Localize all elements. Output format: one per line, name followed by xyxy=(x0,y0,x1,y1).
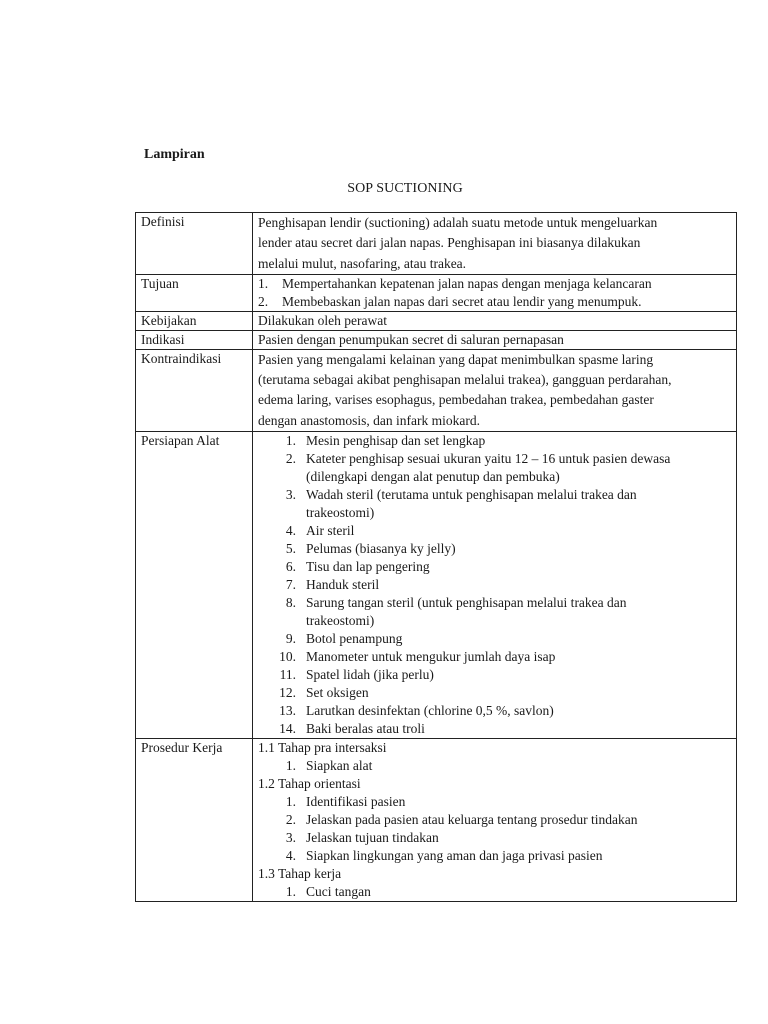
label-prosedur-kerja: Prosedur Kerja xyxy=(136,739,253,902)
label-tujuan: Tujuan xyxy=(136,274,253,311)
kontraindikasi-line: (terutama sebagai akibat penghisapan melalui trakea), gangguan perdarahan, xyxy=(258,372,672,388)
value-kebijakan: Dilakukan oleh perawat xyxy=(253,311,737,330)
list-item xyxy=(258,757,731,775)
value-tujuan xyxy=(253,274,737,311)
label-kebijakan: Kebijakan xyxy=(136,311,253,330)
row-tujuan xyxy=(136,274,737,311)
list-item xyxy=(258,829,731,847)
tujuan-list xyxy=(258,275,731,311)
label-indikasi: Indikasi xyxy=(136,330,253,349)
item-number: 4. xyxy=(285,523,296,539)
page-heading: Lampiran xyxy=(144,147,205,162)
list-item xyxy=(258,540,731,558)
row-kontraindikasi xyxy=(136,349,737,431)
item-number: 1. xyxy=(285,794,296,810)
definisi-line: lender atau secret dari jalan napas. Penghisapan ini biasanya dilakukan xyxy=(258,235,641,251)
item-number: 2. xyxy=(258,293,269,309)
kontraindikasi-line: Pasien yang mengalami kelainan yang dapat menimbulkan spasme laring xyxy=(258,351,654,367)
item-text: Kateter penghisap sesuai ukuran yaitu 12 – 16 untuk pasien dewasa xyxy=(306,451,671,467)
list-item xyxy=(258,293,731,311)
item-text: Set oksigen xyxy=(306,685,369,701)
list-item xyxy=(258,558,731,576)
row-persiapan-alat xyxy=(136,432,737,739)
label-kontraindikasi: Kontraindikasi xyxy=(136,349,253,431)
persiapan-alat-list xyxy=(258,432,731,738)
item-number: 8. xyxy=(285,595,296,611)
item-number: 3. xyxy=(285,830,296,846)
row-kebijakan xyxy=(136,311,737,330)
kontraindikasi-line: dengan anastomosis, dan infark miokard. xyxy=(258,412,480,428)
document-title: SOP SUCTIONING xyxy=(347,181,463,196)
item-number: 2. xyxy=(285,451,296,467)
list-item xyxy=(258,883,731,901)
item-text: (dilengkapi dengan alat penutup dan pembuka) xyxy=(306,469,560,485)
item-number: 12. xyxy=(279,685,296,701)
item-text: Baki beralas atau troli xyxy=(306,721,425,737)
item-number: 5. xyxy=(285,541,296,557)
item-text: Larutkan desinfektan (chlorine 0,5 %, savlon) xyxy=(306,703,554,719)
item-text: Sarung tangan steril (untuk penghisapan melalui trakea dan xyxy=(306,595,627,611)
list-item xyxy=(258,630,731,648)
item-number: 6. xyxy=(285,559,296,575)
list-item xyxy=(258,684,731,702)
row-definisi xyxy=(136,213,737,275)
item-number: 13. xyxy=(279,703,296,719)
value-indikasi: Pasien dengan penumpukan secret di saluran pernapasan xyxy=(253,330,737,349)
item-number: 10. xyxy=(279,649,296,665)
item-text: Siapkan alat xyxy=(306,758,373,774)
procedure-section-title: 1.1 Tahap pra intersaksi xyxy=(258,740,387,756)
list-item xyxy=(258,522,731,540)
label-persiapan-alat: Persiapan Alat xyxy=(136,432,253,739)
item-text: Spatel lidah (jika perlu) xyxy=(306,667,434,683)
item-number: 1. xyxy=(258,275,269,291)
row-prosedur-kerja xyxy=(136,739,737,902)
list-item xyxy=(258,648,731,666)
list-item xyxy=(258,720,731,738)
row-indikasi xyxy=(136,330,737,349)
item-number: 4. xyxy=(285,848,296,864)
item-number: 11. xyxy=(279,667,296,683)
procedure-section-title: 1.3 Tahap kerja xyxy=(258,866,342,882)
item-number: 14. xyxy=(279,721,296,737)
item-text: Mesin penghisap dan set lengkap xyxy=(306,433,486,449)
procedure-step-list xyxy=(258,757,731,775)
item-text: Manometer untuk mengukur jumlah daya isap xyxy=(306,649,556,665)
item-text: Tisu dan lap pengering xyxy=(306,559,430,575)
list-item xyxy=(258,275,731,293)
label-definisi: Definisi xyxy=(136,213,253,275)
item-text: Pelumas (biasanya ky jelly) xyxy=(306,541,456,557)
item-number: 9. xyxy=(285,631,296,647)
item-text: Mempertahankan kepatenan jalan napas dengan menjaga kelancaran xyxy=(282,275,652,291)
kontraindikasi-line: edema laring, varises esophagus, pembedahan trakea, pembedahan gaster xyxy=(258,392,654,408)
list-item xyxy=(258,847,731,865)
item-number: 3. xyxy=(285,487,296,503)
item-text: Jelaskan tujuan tindakan xyxy=(306,830,439,846)
procedure-section-title: 1.2 Tahap orientasi xyxy=(258,776,361,792)
procedure-step-list xyxy=(258,793,731,865)
item-text: trakeostomi) xyxy=(306,505,375,521)
item-number: 1. xyxy=(285,758,296,774)
item-number: 2. xyxy=(285,812,296,828)
list-item xyxy=(258,702,731,720)
list-item xyxy=(258,450,731,486)
item-text: Botol penampung xyxy=(306,631,403,647)
item-number: 1. xyxy=(285,884,296,900)
item-text: Cuci tangan xyxy=(306,884,371,900)
item-text: Jelaskan pada pasien atau keluarga tentang prosedur tindakan xyxy=(306,812,638,828)
item-number: 1. xyxy=(285,433,296,449)
item-text: Siapkan lingkungan yang aman dan jaga privasi pasien xyxy=(306,848,603,864)
value-prosedur-kerja xyxy=(253,739,737,902)
list-item xyxy=(258,576,731,594)
list-item xyxy=(258,432,731,450)
sop-table xyxy=(135,212,737,902)
item-text: Handuk steril xyxy=(306,577,380,593)
list-item xyxy=(258,486,731,522)
list-item xyxy=(258,666,731,684)
item-text: Membebaskan jalan napas dari secret atau lendir yang menumpuk. xyxy=(282,293,642,309)
value-definisi xyxy=(253,213,737,275)
item-text: Air steril xyxy=(306,523,355,539)
value-persiapan-alat xyxy=(253,432,737,739)
item-number: 7. xyxy=(285,577,296,593)
item-text: trakeostomi) xyxy=(306,613,375,629)
procedure-step-list xyxy=(258,883,731,901)
list-item xyxy=(258,811,731,829)
definisi-line: melalui mulut, nasofaring, atau trakea. xyxy=(258,255,467,271)
definisi-line: Penghisapan lendir (suctioning) adalah suatu metode untuk mengeluarkan xyxy=(258,215,658,230)
item-text: Identifikasi pasien xyxy=(306,794,406,810)
list-item xyxy=(258,793,731,811)
list-item xyxy=(258,594,731,630)
item-text: Wadah steril (terutama untuk penghisapan melalui trakea dan xyxy=(306,487,637,503)
value-kontraindikasi xyxy=(253,349,737,431)
